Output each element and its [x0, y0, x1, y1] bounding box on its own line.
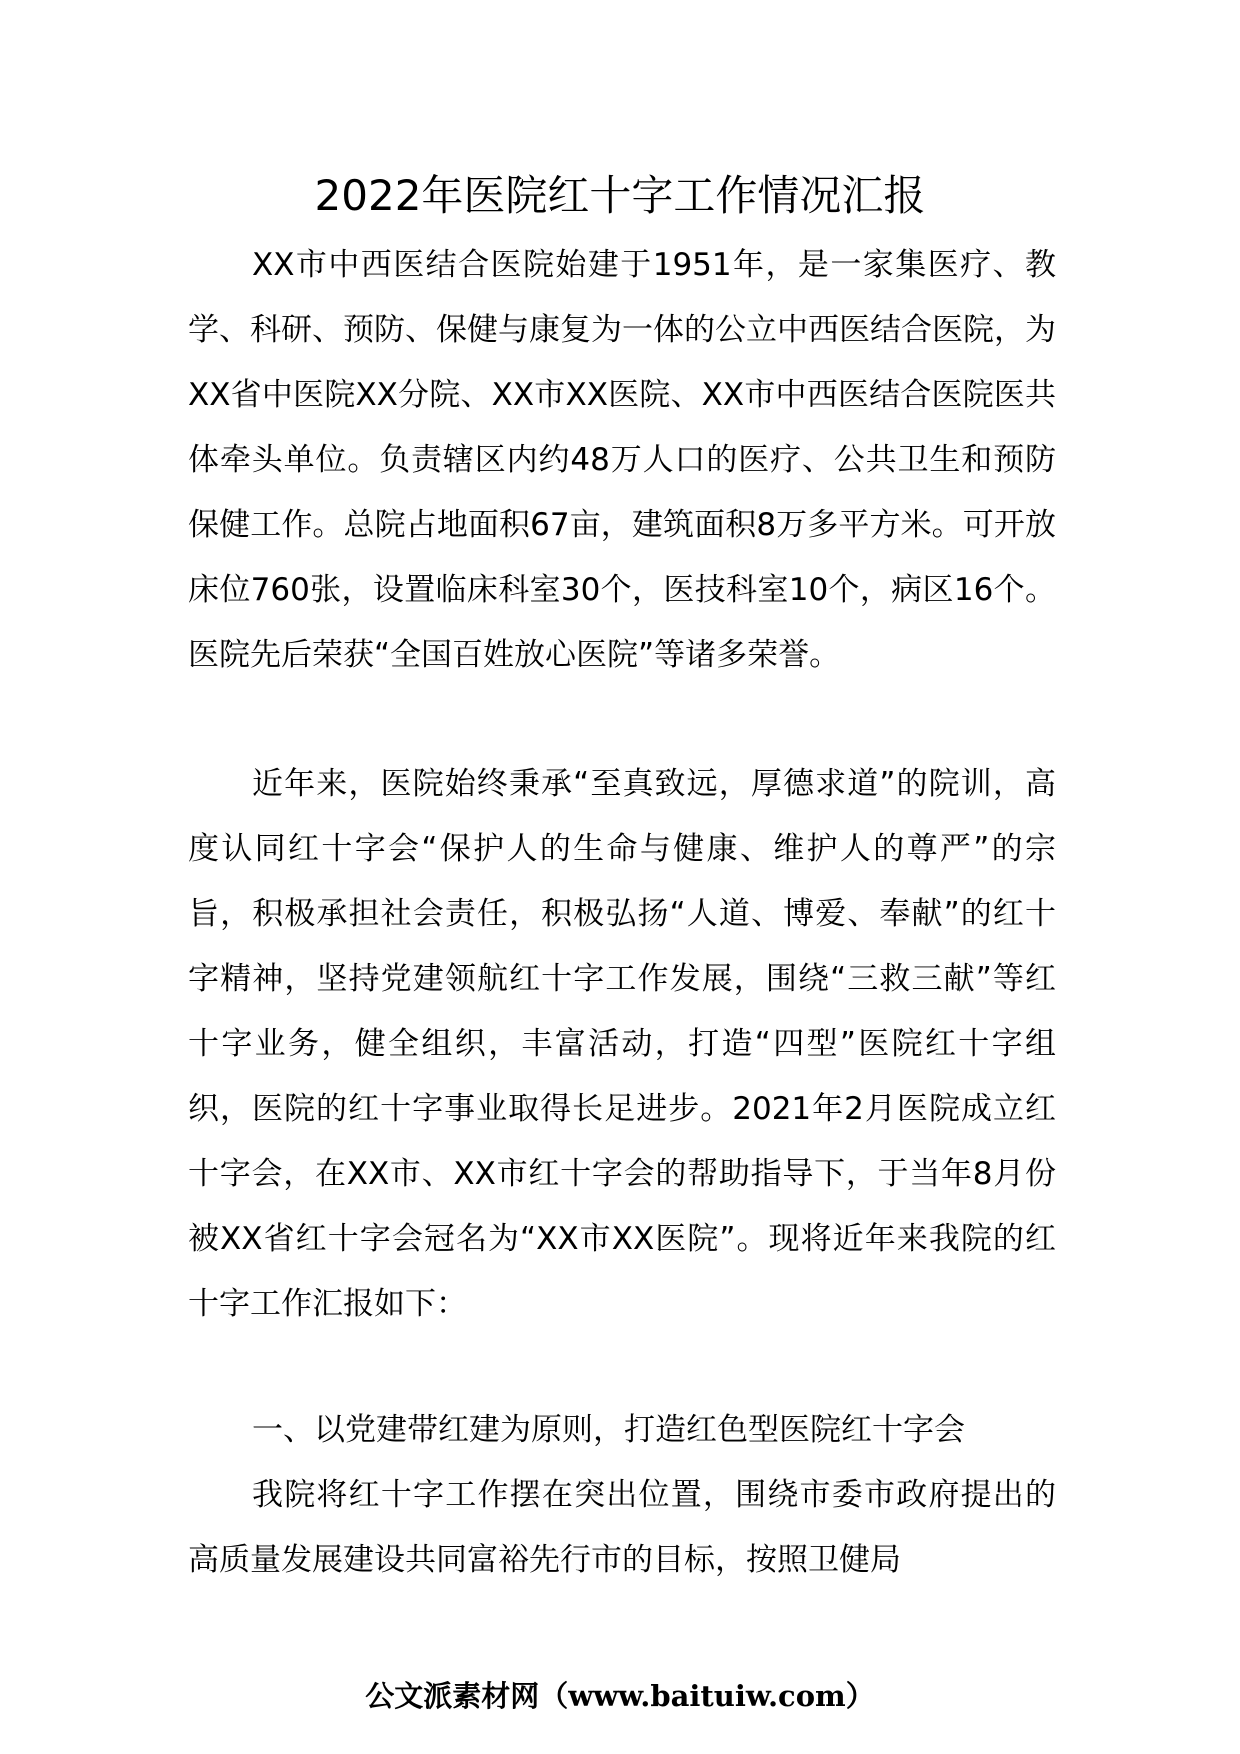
- paragraph-red-cross-overview: 近年来，医院始终秉承“至真致远，厚德求道”的院训，高度认同红十字会“保护人的生命与健康、维护人的尊严”的宗旨，积极承担社会责任，积极弘扬“人道、博爱、奉献”的红十字精神，坚持党建领航红十字工作发展，围绕“三救三献”等红十字业务，健全组织，丰富活动，打造“四型”医院红十字组织，医院的红十字事业取得长足进步。2021年2月医院成立红十字会，在XX市、XX市红十字会的帮助指导下，于当年8月份被XX省红十字会冠名为“XX市XX医院”。现将近年来我院的红十字工作汇报如下：: [188, 766, 1056, 1322]
- footer-watermark: 公文派素材网（www.baituiw.com）: [365, 1679, 875, 1713]
- section-heading-1: 一、以党建带红建为原则，打造红色型医院红十字会: [252, 1412, 965, 1448]
- paragraph-hospital-intro: XX市中西医结合医院始建于1951年，是一家集医疗、教学、科研、预防、保健与康复为一体的公立中西医结合医院，为XX省中医院XX分院、XX市XX医院、XX市中西医结合医院医共体牵头单位。负责辖区内约48万人口的医疗、公共卫生和预防保健工作。总院占地面积67亩，建筑面积8万多平方米。可开放床位760张，设置临床科室30个，医技科室10个，病区16个。医院先后荣获“全国百姓放心医院”等诸多荣誉。: [188, 247, 1056, 673]
- document-title: 2022年医院红十字工作情况汇报: [314, 171, 926, 220]
- paragraph-section-1-body: 我院将红十字工作摆在突出位置，围绕市委市政府提出的高质量发展建设共同富裕先行市的目标，按照卫健局: [188, 1477, 1056, 1578]
